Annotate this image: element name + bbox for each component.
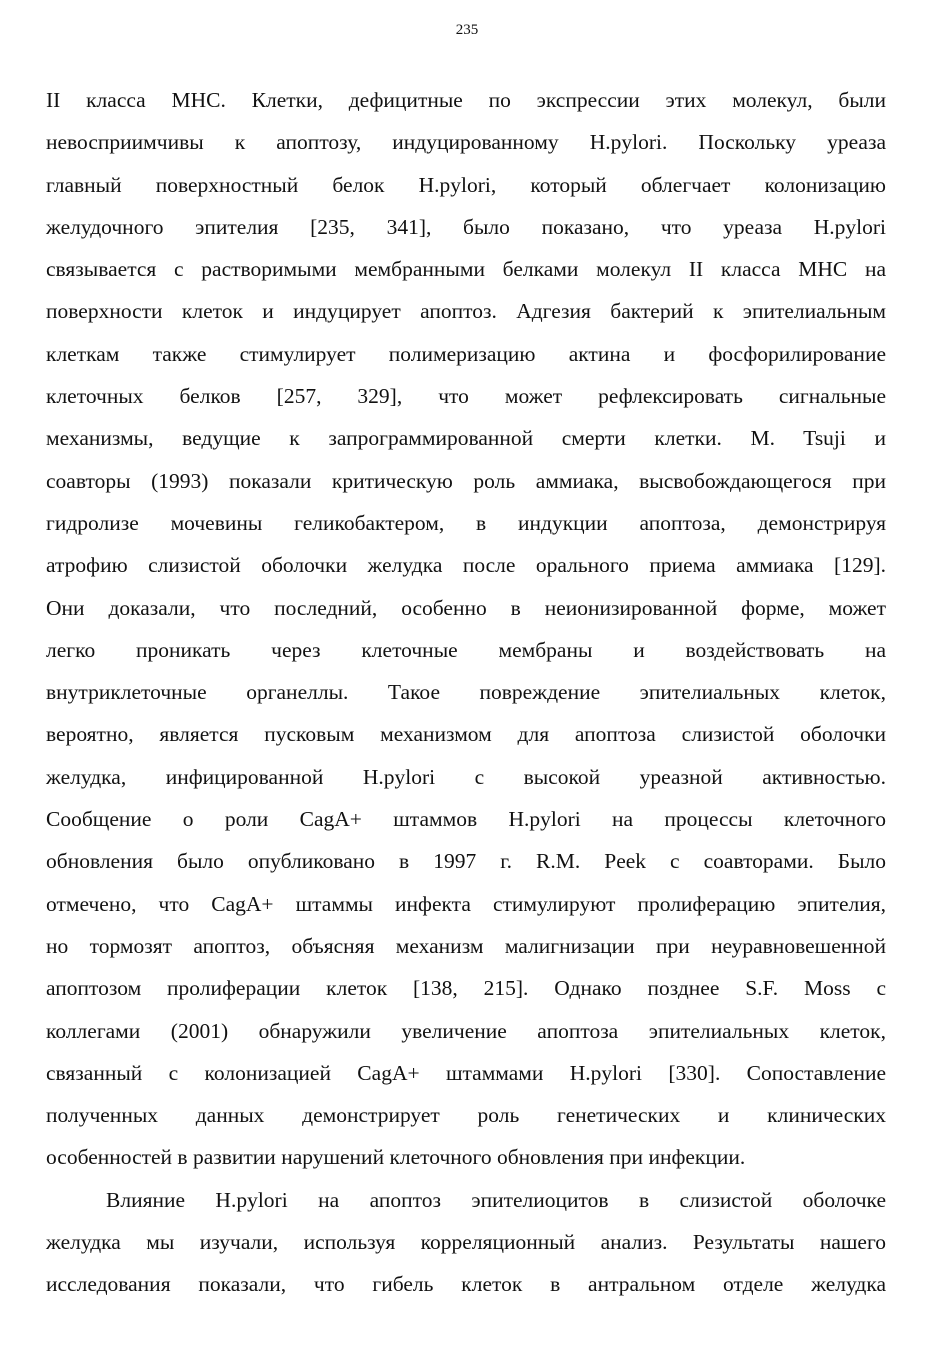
text-line: желудочного эпителия [235, 341], было показано, что уреаза H.pylori: [46, 214, 886, 239]
text-line: обновления было опубликовано в 1997 г. R.M. Peek с соавторами. Было: [46, 849, 886, 874]
text-line: поверхности клеток и индуцирует апоптоз. Адгезия бактерий к эпителиальным: [46, 299, 886, 324]
text-line: исследования показали, что гибель клеток в антральном отделе желудка: [46, 1272, 886, 1297]
body-text: [46, 84, 886, 1311]
text-line: связанный с колонизацией CagA+ штаммами H.pylori [330]. Сопоставление: [46, 1060, 886, 1085]
text-line: связывается с растворимыми мембранными белками молекул II класса MHC на: [46, 257, 886, 282]
text-line: соавторы (1993) показали критическую роль аммиака, высвобождающегося при: [46, 468, 886, 493]
text-line: вероятно, является пусковым механизмом для апоптоза слизистой оболочки: [46, 722, 886, 747]
text-line: легко проникать через клеточные мембраны и воздействовать на: [46, 637, 886, 662]
text-line: желудка, инфицированной H.pylori с высокой уреазной активностью.: [46, 764, 886, 789]
text-line: атрофию слизистой оболочки желудка после орального приема аммиака [129].: [46, 553, 886, 578]
text-line: II класса MHC. Клетки, дефицитные по экспрессии этих молекул, были: [46, 88, 886, 112]
text-line: апоптозом пролиферации клеток [138, 215]. Однако позднее S.F. Moss с: [46, 976, 886, 1001]
paragraph-first-line: Влияние H.pylori на апоптоз эпителиоцитов в слизистой оболочке: [106, 1187, 886, 1212]
text-line: Сообщение о роли CagA+ штаммов H.pylori на процессы клеточного: [46, 807, 886, 832]
text-line: механизмы, ведущие к запрограммированной смерти клетки. M. Tsuji и: [46, 426, 886, 451]
text-line: коллегами (2001) обнаружили увеличение апоптоза эпителиальных клеток,: [46, 1018, 886, 1043]
text-line: главный поверхностный белок H.pylori, который облегчает колонизацию: [46, 172, 886, 197]
text-line: желудка мы изучали, используя корреляционный анализ. Результаты нашего: [46, 1230, 886, 1255]
text-line: внутриклеточные органеллы. Такое повреждение эпителиальных клеток,: [46, 680, 886, 705]
text-line: клеточных белков [257, 329], что может рефлексировать сигнальные: [46, 384, 886, 409]
text-line: полученных данных демонстрирует роль генетических и клинических: [46, 1103, 886, 1128]
text-line: отмечено, что CagA+ штаммы инфекта стимулируют пролиферацию эпителия,: [46, 891, 886, 916]
text-line: невосприимчивы к апоптозу, индуцированному H.pylori. Поскольку уреаза: [46, 130, 886, 155]
text-line: Они доказали, что последний, особенно в неионизированной форме, может: [46, 595, 886, 620]
paragraph-last-line: особенностей в развитии нарушений клеточного обновления при инфекции.: [46, 1145, 746, 1170]
text-line: клеткам также стимулирует полимеризацию актина и фосфорилирование: [46, 341, 886, 366]
page-number: 235: [455, 22, 479, 38]
text-line: гидролизе мочевины геликобактером, в индукции апоптоза, демонстрируя: [46, 510, 886, 535]
text-line: но тормозят апоптоз, объясняя механизм малигнизации при неуравновешенной: [46, 933, 886, 958]
